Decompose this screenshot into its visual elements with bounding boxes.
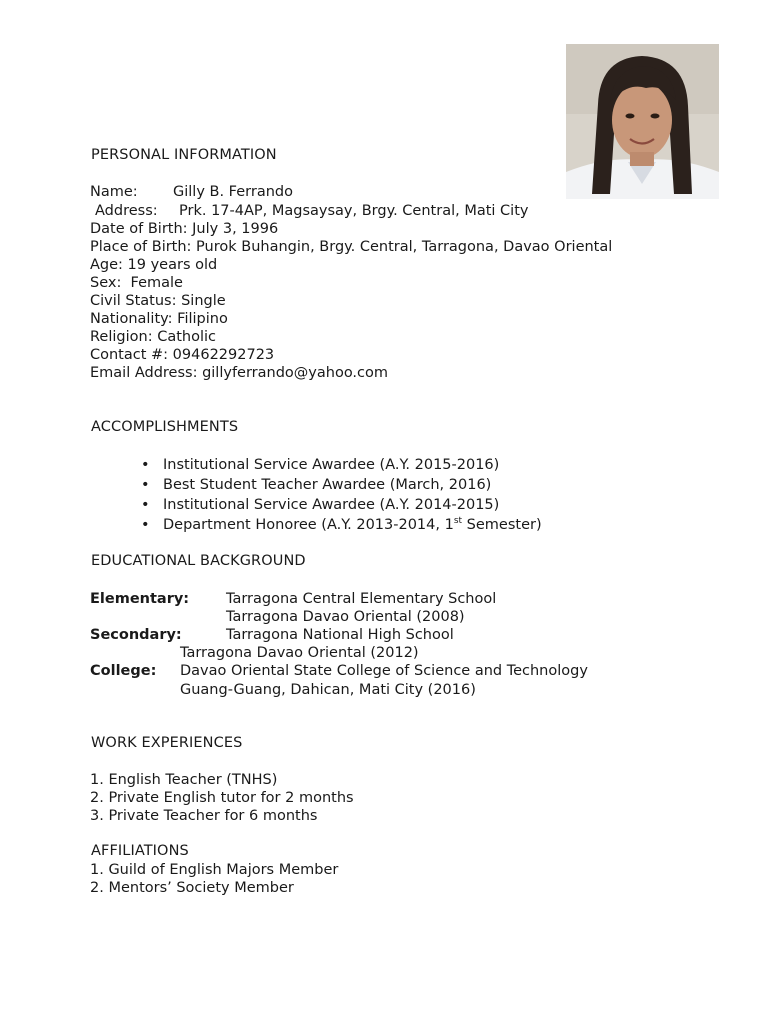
- accomplishments-list: [90, 456, 542, 536]
- list-item: • Department Honoree (A.Y. 2013-2014, 1st Semester): [141, 516, 542, 533]
- address-value: Prk. 17-4AP, Magsaysay, Brgy. Central, Mati City: [179, 203, 529, 219]
- personal-info-heading: PERSONAL INFORMATION: [91, 147, 277, 163]
- age-line: Age: 19 years old: [90, 257, 218, 273]
- bullet-icon: •: [141, 517, 150, 533]
- list-item: 1. English Teacher (TNHS): [90, 772, 278, 788]
- profile-photo: [566, 44, 719, 199]
- college-school: Davao Oriental State College of Science and Technology: [180, 663, 588, 679]
- list-item: 2. Private English tutor for 2 months: [90, 790, 354, 806]
- secondary-label: Secondary:: [90, 627, 182, 643]
- affiliations-heading: AFFILIATIONS: [91, 843, 189, 859]
- contact-line: Contact #: 09462292723: [90, 347, 275, 363]
- name-line: [90, 183, 293, 201]
- bullet-icon: •: [141, 457, 150, 473]
- portrait-image: [566, 44, 719, 199]
- name-value: Gilly B. Ferrando: [173, 184, 293, 200]
- elementary-place: Tarragona Davao Oriental (2008): [226, 609, 465, 625]
- pob-line: Place of Birth: Purok Buhangin, Brgy. Central, Tarragona, Davao Oriental: [90, 239, 613, 255]
- address-line: [95, 202, 528, 220]
- sex-line: Sex: Female: [90, 275, 183, 291]
- secondary-place: Tarragona Davao Oriental (2012): [180, 645, 419, 661]
- list-item: • Institutional Service Awardee (A.Y. 2015-2016): [141, 457, 500, 473]
- list-item: • Institutional Service Awardee (A.Y. 2014-2015): [141, 497, 500, 513]
- elementary-label: Elementary:: [90, 591, 190, 607]
- civil-status-line: Civil Status: Single: [90, 293, 226, 309]
- nationality-line: Nationality: Filipino: [90, 311, 228, 327]
- work-heading: WORK EXPERIENCES: [91, 735, 243, 751]
- bullet-icon: •: [141, 497, 150, 513]
- bullet-icon: •: [141, 477, 150, 493]
- religion-line: Religion: Catholic: [90, 329, 216, 345]
- email-line: Email Address: gillyferrando@yahoo.com: [90, 365, 389, 381]
- list-item: 3. Private Teacher for 6 months: [90, 808, 318, 824]
- secondary-school: Tarragona National High School: [226, 627, 454, 643]
- name-label: Name:: [90, 184, 138, 200]
- college-label: College:: [90, 663, 157, 679]
- elementary-school: Tarragona Central Elementary School: [226, 591, 497, 607]
- college-place: Guang-Guang, Dahican, Mati City (2016): [180, 682, 476, 698]
- dob-line: Date of Birth: July 3, 1996: [90, 221, 279, 237]
- list-item: 1. Guild of English Majors Member: [90, 862, 339, 878]
- accomplishments-heading: ACCOMPLISHMENTS: [91, 419, 239, 435]
- list-item: 2. Mentors’ Society Member: [90, 880, 294, 896]
- address-label: Address:: [95, 203, 158, 219]
- list-item: • Best Student Teacher Awardee (March, 2016): [141, 477, 492, 493]
- education-heading: EDUCATIONAL BACKGROUND: [91, 553, 306, 569]
